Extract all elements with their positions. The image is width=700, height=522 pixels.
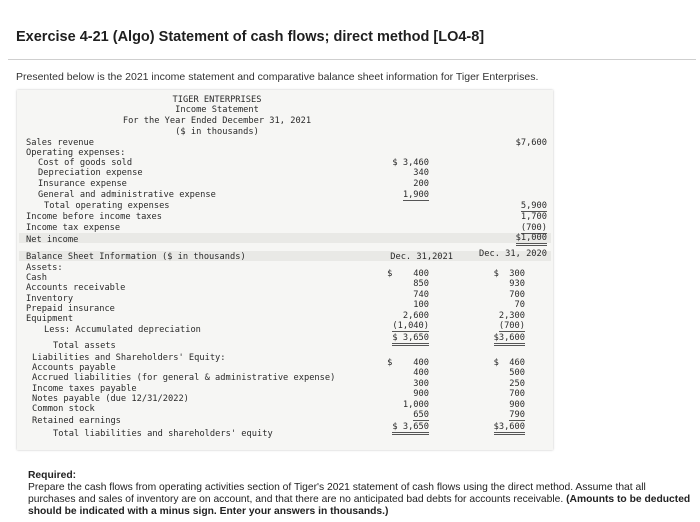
exercise-title: Exercise 4-21 (Algo) Statement of cash flows; direct method [LO4-8] [16,29,485,45]
depreciation-label: Depreciation expense [38,168,143,178]
depreciation-value: 340 [413,168,429,178]
liabilities-equity-label: Liabilities and Shareholders' Equity: [32,353,226,363]
inventory-label: Inventory [26,294,74,304]
accrued-liabilities-label: Accrued liabilities (for general & administrative expense) [32,373,336,383]
income-taxes-payable-2020: 250 [509,379,525,389]
intro-text: Presented below is the 2021 income statement and comparative balance sheet information for Tiger Enterprises. [16,71,539,83]
cogs-value: $ 3,460 [392,158,429,168]
accumulated-depreciation-2020: (700) [498,321,525,331]
sales-revenue-value: $7,600 [515,138,547,148]
accumulated-depreciation-label: Less: Accumulated depreciation [44,325,201,335]
total-assets-label: Total assets [53,341,116,351]
col-2020-header: Dec. 31, 2020 [479,249,547,259]
accounts-payable-label: Accounts payable [32,363,116,373]
income-taxes-payable-label: Income taxes payable [32,384,137,394]
prepaid-2020: 70 [514,300,525,310]
cogs-label: Cost of goods sold [38,158,133,168]
prepaid-2021: 100 [413,300,429,310]
income-before-tax-label: Income before income taxes [26,212,162,222]
prepaid-label: Prepaid insurance [26,304,115,314]
equipment-2021: 2,600 [402,311,429,321]
sales-revenue-label: Sales revenue [26,138,94,148]
accounts-payable-2021: $ 400 [387,358,429,368]
equipment-2020: 2,300 [498,311,525,321]
financial-statements-panel [17,90,553,450]
assets-label: Assets: [26,263,63,273]
common-stock-2020: 900 [509,400,525,410]
statement-period: For the Year Ended December 31, 2021 [122,116,312,126]
total-assets-2021: $ 3,650 [392,333,429,346]
cash-label: Cash [26,273,47,283]
ar-label: Accounts receivable [26,283,126,293]
retained-earnings-2020: 790 [509,410,525,420]
ar-2020: 930 [509,279,525,289]
total-liabilities-equity-2020: $3,600 [494,422,525,435]
ga-expense-value: 1,900 [402,190,429,200]
total-liabilities-equity-label: Total liabilities and shareholders' equity [53,429,273,439]
col-2021-header: Dec. 31,2021 [390,252,453,262]
retained-earnings-label: Retained earnings [32,416,121,426]
required-bold-text: (Amounts to be deducted should be indicated with a minus sign. Enter your answers in thousands.) [28,494,691,517]
notes-payable-2020: 700 [509,389,525,399]
total-liabilities-equity-2021: $ 3,650 [392,422,429,435]
retained-earnings-2021: 650 [413,410,429,420]
operating-expenses-label: Operating expenses: [26,148,126,158]
inventory-2020: 700 [509,290,525,300]
required-label: Required: [28,470,77,481]
cash-2021: $ 400 [387,269,429,279]
required-instructions [28,470,696,518]
total-opex-label: Total operating expenses [44,201,170,211]
income-tax-label: Income tax expense [26,223,121,233]
equipment-label: Equipment [26,314,74,324]
notes-payable-label: Notes payable (due 12/31/2022) [32,394,189,404]
balance-sheet-header: Balance Sheet Information ($ in thousands) [26,252,246,262]
common-stock-label: Common stock [32,404,95,414]
title-divider [8,59,696,60]
net-income-band [19,233,551,243]
ar-2021: 850 [413,279,429,289]
insurance-label: Insurance expense [38,179,127,189]
accrued-liabilities-2020: 500 [509,368,525,378]
company-name: TIGER ENTERPRISES [172,95,262,105]
ga-expense-label: General and administrative expense [38,190,216,200]
common-stock-2021: 1,000 [402,400,429,410]
statement-units: ($ in thousands) [175,127,259,137]
total-assets-2020: $3,600 [494,333,525,346]
cash-2020: $ 300 [493,269,525,279]
required-text: Prepare the cash flows from operating activities section of Tiger's 2021 statement of cash flows using the direct method. Assume that all purchases and sales of inventory are on account, and that there are no anticipated bad debts for accounts receivable. [28,482,646,505]
income-taxes-payable-2021: 300 [413,379,429,389]
net-income-value: $1,000 [516,233,547,246]
income-tax-value: (700) [520,223,547,233]
inventory-2021: 740 [413,290,429,300]
accrued-liabilities-2021: 400 [413,368,429,378]
net-income-label: Net income [26,235,79,245]
notes-payable-2021: 900 [413,389,429,399]
accumulated-depreciation-2021: (1,040) [392,321,429,331]
statement-name: Income Statement [175,105,259,115]
income-before-tax-value: 1,700 [520,212,547,222]
total-opex-value: 5,900 [520,201,547,211]
accounts-payable-2020: $ 460 [493,358,525,368]
insurance-value: 200 [413,179,429,189]
